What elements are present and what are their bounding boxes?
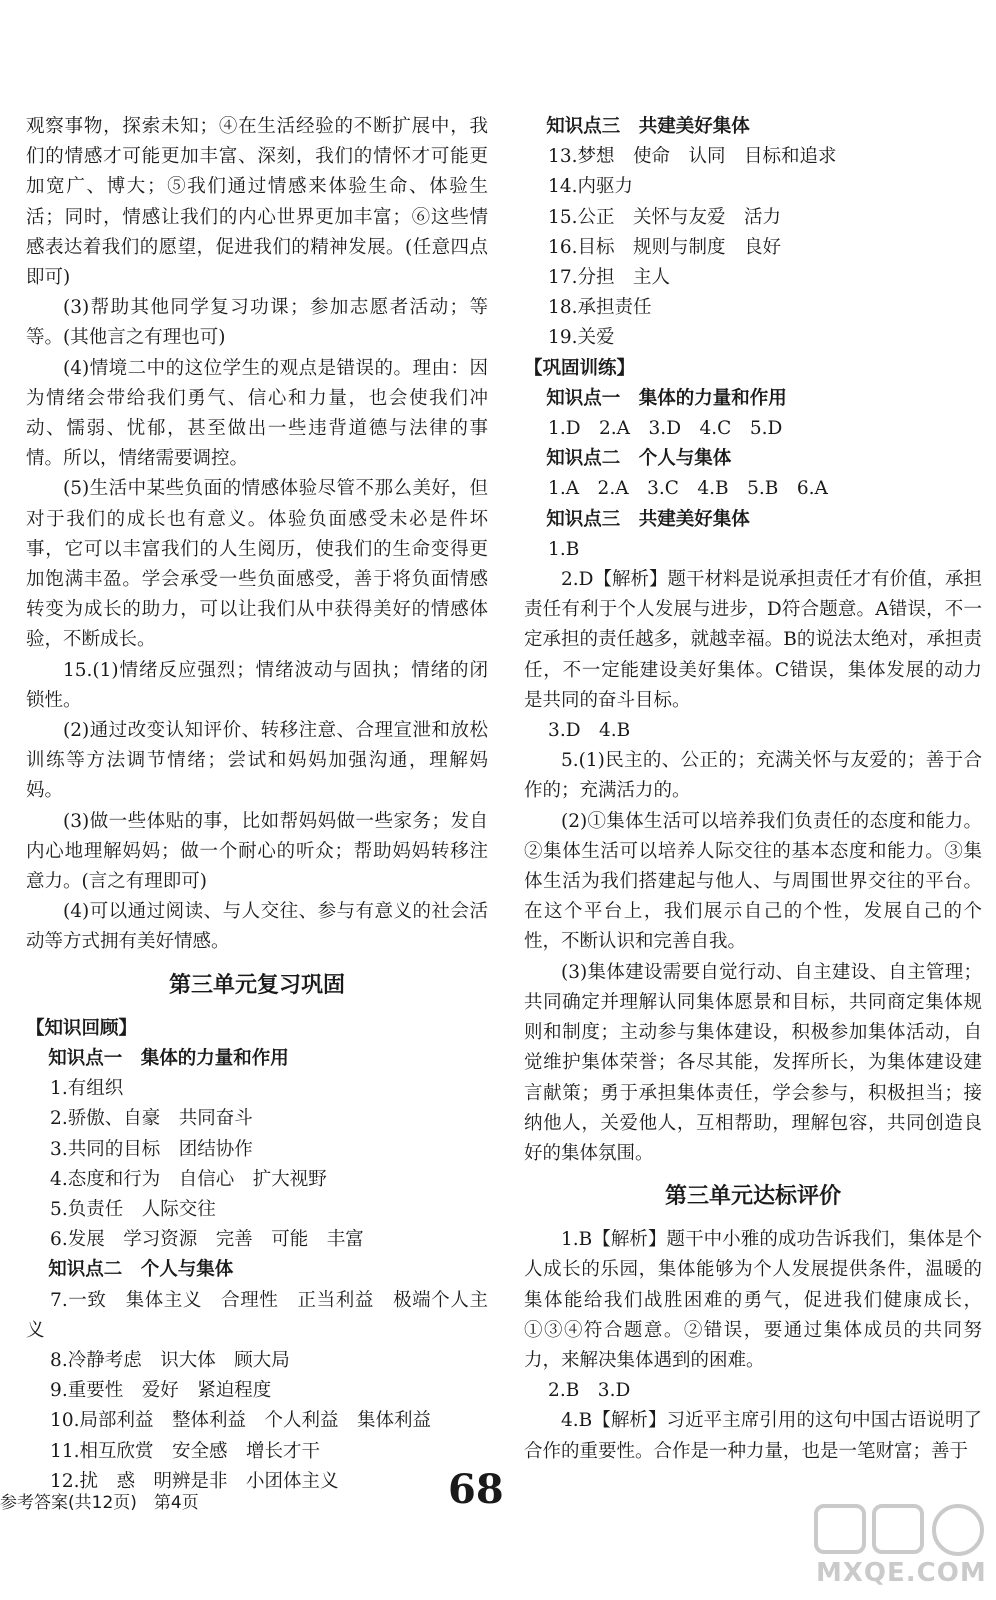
answer-line: 1.B <box>548 538 580 560</box>
paragraph: 4.B【解析】习近平主席引用的这句中国古语说明了合作的重要性。合作是一种力量，也是一笔财富；善于 <box>524 1410 982 1462</box>
review-header: 【知识回顾】 <box>26 1017 138 1039</box>
list-item: 1.有组织 <box>50 1078 124 1100</box>
knowledge-point-heading: 知识点三 共建美好集体 <box>546 508 750 530</box>
paragraph: 5.(1)民主的、公正的；充满关怀与友爱的；善于合作的；充满活力的。 <box>524 750 982 802</box>
paragraph: (3)集体建设需要自觉行动、自主建设、自主管理；共同确定并理解认同集体愿景和目标，共同商定集体规则和制度；主动参与集体建设，积极参加集体活动，自觉维护集体荣誉；各尽其能，发挥所长，为集体建设建言献策；勇于承担集体责任，学会参与，积极担当；接纳他人，关爱他人，互相帮助，理解包容，共同创造良好的集体氛围。 <box>524 961 982 1164</box>
list-item: 9.重要性 爱好 紧迫程度 <box>50 1380 272 1402</box>
answer-line: 1.A 2.A 3.C 4.B 5.B 6.A <box>548 478 828 500</box>
list-item: 3.共同的目标 团结协作 <box>50 1138 253 1160</box>
list-item: 16.目标 规则与制度 良好 <box>548 236 781 258</box>
watermark <box>812 1500 988 1596</box>
section-title: 第三单元复习巩固 <box>168 972 345 998</box>
paragraph: (5)生活中某些负面的情感体验尽管不那么美好，但对于我们的成长也有意义。体验负面感受未必是件坏事，它可以丰富我们的人生阅历，使我们的生命变得更加饱满丰盈。学会承受一些负面感受，善于将负面情感转变为成长的助力，可以让我们从中获得美好的情感体验，不断成长。 <box>26 478 488 651</box>
list-item: 10.局部利益 整体利益 个人利益 集体利益 <box>50 1410 431 1432</box>
paragraph: 观察事物，探索未知；④在生活经验的不断扩展中，我们的情感才可能更加丰富、深刻，我们的情怀才可能更加宽广、博大；⑤我们通过情感来体验生命、体验生活；同时，情感让我们的内心世界更加丰富；⑥这些情感表达着我们的愿望，促进我们的精神发展。(任意四点即可) <box>26 116 488 289</box>
knowledge-point-heading: 知识点一 集体的力量和作用 <box>48 1047 289 1069</box>
list-item: 12.扰 惑 明辨是非 小团体主义 <box>50 1470 339 1492</box>
list-item: 7.一致 集体主义 合理性 正当利益 极端个人主义 <box>26 1289 488 1341</box>
answer-line: 2.B 3.D <box>548 1380 631 1402</box>
knowledge-point-heading: 知识点二 个人与集体 <box>48 1259 234 1281</box>
section-title: 第三单元达标评价 <box>664 1184 841 1210</box>
list-item: 18.承担责任 <box>548 297 652 319</box>
list-item: 11.相互欣赏 安全感 增长才干 <box>50 1440 320 1462</box>
knowledge-point-heading: 知识点三 共建美好集体 <box>546 116 750 137</box>
right-column <box>524 112 982 1467</box>
list-item: 14.内驱力 <box>548 176 633 198</box>
paragraph: (4)情境二中的这位学生的观点是错误的。理由：因为情绪会带给我们勇气、信心和力量，也会使我们冲动、懦弱、忧郁，甚至做出一些违背道德与法律的事情。所以，情绪需要调控。 <box>26 357 488 470</box>
watermark-text: MXQE.COM <box>816 1558 987 1588</box>
page-number: 68 <box>448 1466 504 1513</box>
list-item: 6.发展 学习资源 完善 可能 丰富 <box>50 1229 364 1251</box>
page-footer: 参考答案(共12页) 第4页 <box>0 1493 199 1513</box>
paragraph: (3)做一些体贴的事，比如帮妈妈做一些家务；发自内心地理解妈妈；做一个耐心的听众；帮助妈妈转移注意力。(言之有理即可) <box>26 810 488 893</box>
list-item: 19.关爱 <box>548 327 615 349</box>
training-header: 【巩固训练】 <box>524 357 636 379</box>
watermark-logo-icon <box>812 1500 988 1560</box>
paragraph: 1.B【解析】题干中小雅的成功告诉我们，集体是个人成长的乐园，集体能够为个人发展提供条件，温暖的集体能给我们战胜困难的勇气，促进我们健康成长，①③④符合题意。②错误，要通过集体成员的共同努力，来解决集体遇到的困难。 <box>524 1229 982 1371</box>
paragraph: (3)帮助其他同学复习功课；参加志愿者活动；等等。(其他言之有理也可) <box>26 297 488 349</box>
list-item: 4.态度和行为 自信心 扩大视野 <box>50 1168 327 1190</box>
list-item: 5.负责任 人际交往 <box>50 1198 216 1220</box>
paragraph: (2)通过改变认知评价、转移注意、合理宣泄和放松训练等方法调节情绪；尝试和妈妈加强沟通，理解妈妈。 <box>26 720 488 802</box>
list-item: 2.骄傲、自豪 共同奋斗 <box>50 1108 253 1130</box>
list-item: 15.公正 关怀与友爱 活力 <box>548 206 781 228</box>
knowledge-point-heading: 知识点二 个人与集体 <box>546 448 732 470</box>
paragraph: 2.D【解析】题干材料是说承担责任才有价值，承担责任有利于个人发展与进步，D符合题意。A错误，不一定承担的责任越多，就越幸福。B的说法太绝对，承担责任，不一定能建设美好集体。C错误，集体发展的动力是共同的奋斗目标。 <box>524 569 982 711</box>
paragraph: (4)可以通过阅读、与人交往、参与有意义的社会活动等方式拥有美好情感。 <box>26 901 488 953</box>
answer-line: 3.D 4.B <box>548 720 631 742</box>
list-item: 17.分担 主人 <box>548 267 670 289</box>
answer-line: 1.D 2.A 3.D 4.C 5.D <box>548 418 783 440</box>
paragraph: (2)①集体生活可以培养我们负责任的态度和能力。②集体生活可以培养人际交往的基本态度和能力。③集体生活为我们搭建起与他人、与周围世界交往的平台。在这个平台上，我们展示自己的个性，发展自己的个性，不断认识和完善自我。 <box>524 810 982 953</box>
knowledge-point-heading: 知识点一 集体的力量和作用 <box>546 387 787 409</box>
list-item: 13.梦想 使命 认同 目标和追求 <box>548 146 837 168</box>
list-item: 8.冷静考虑 识大体 顾大局 <box>50 1349 290 1371</box>
left-column <box>26 112 488 1497</box>
paragraph: 15.(1)情绪反应强烈；情绪波动与固执；情绪的闭锁性。 <box>26 659 488 711</box>
